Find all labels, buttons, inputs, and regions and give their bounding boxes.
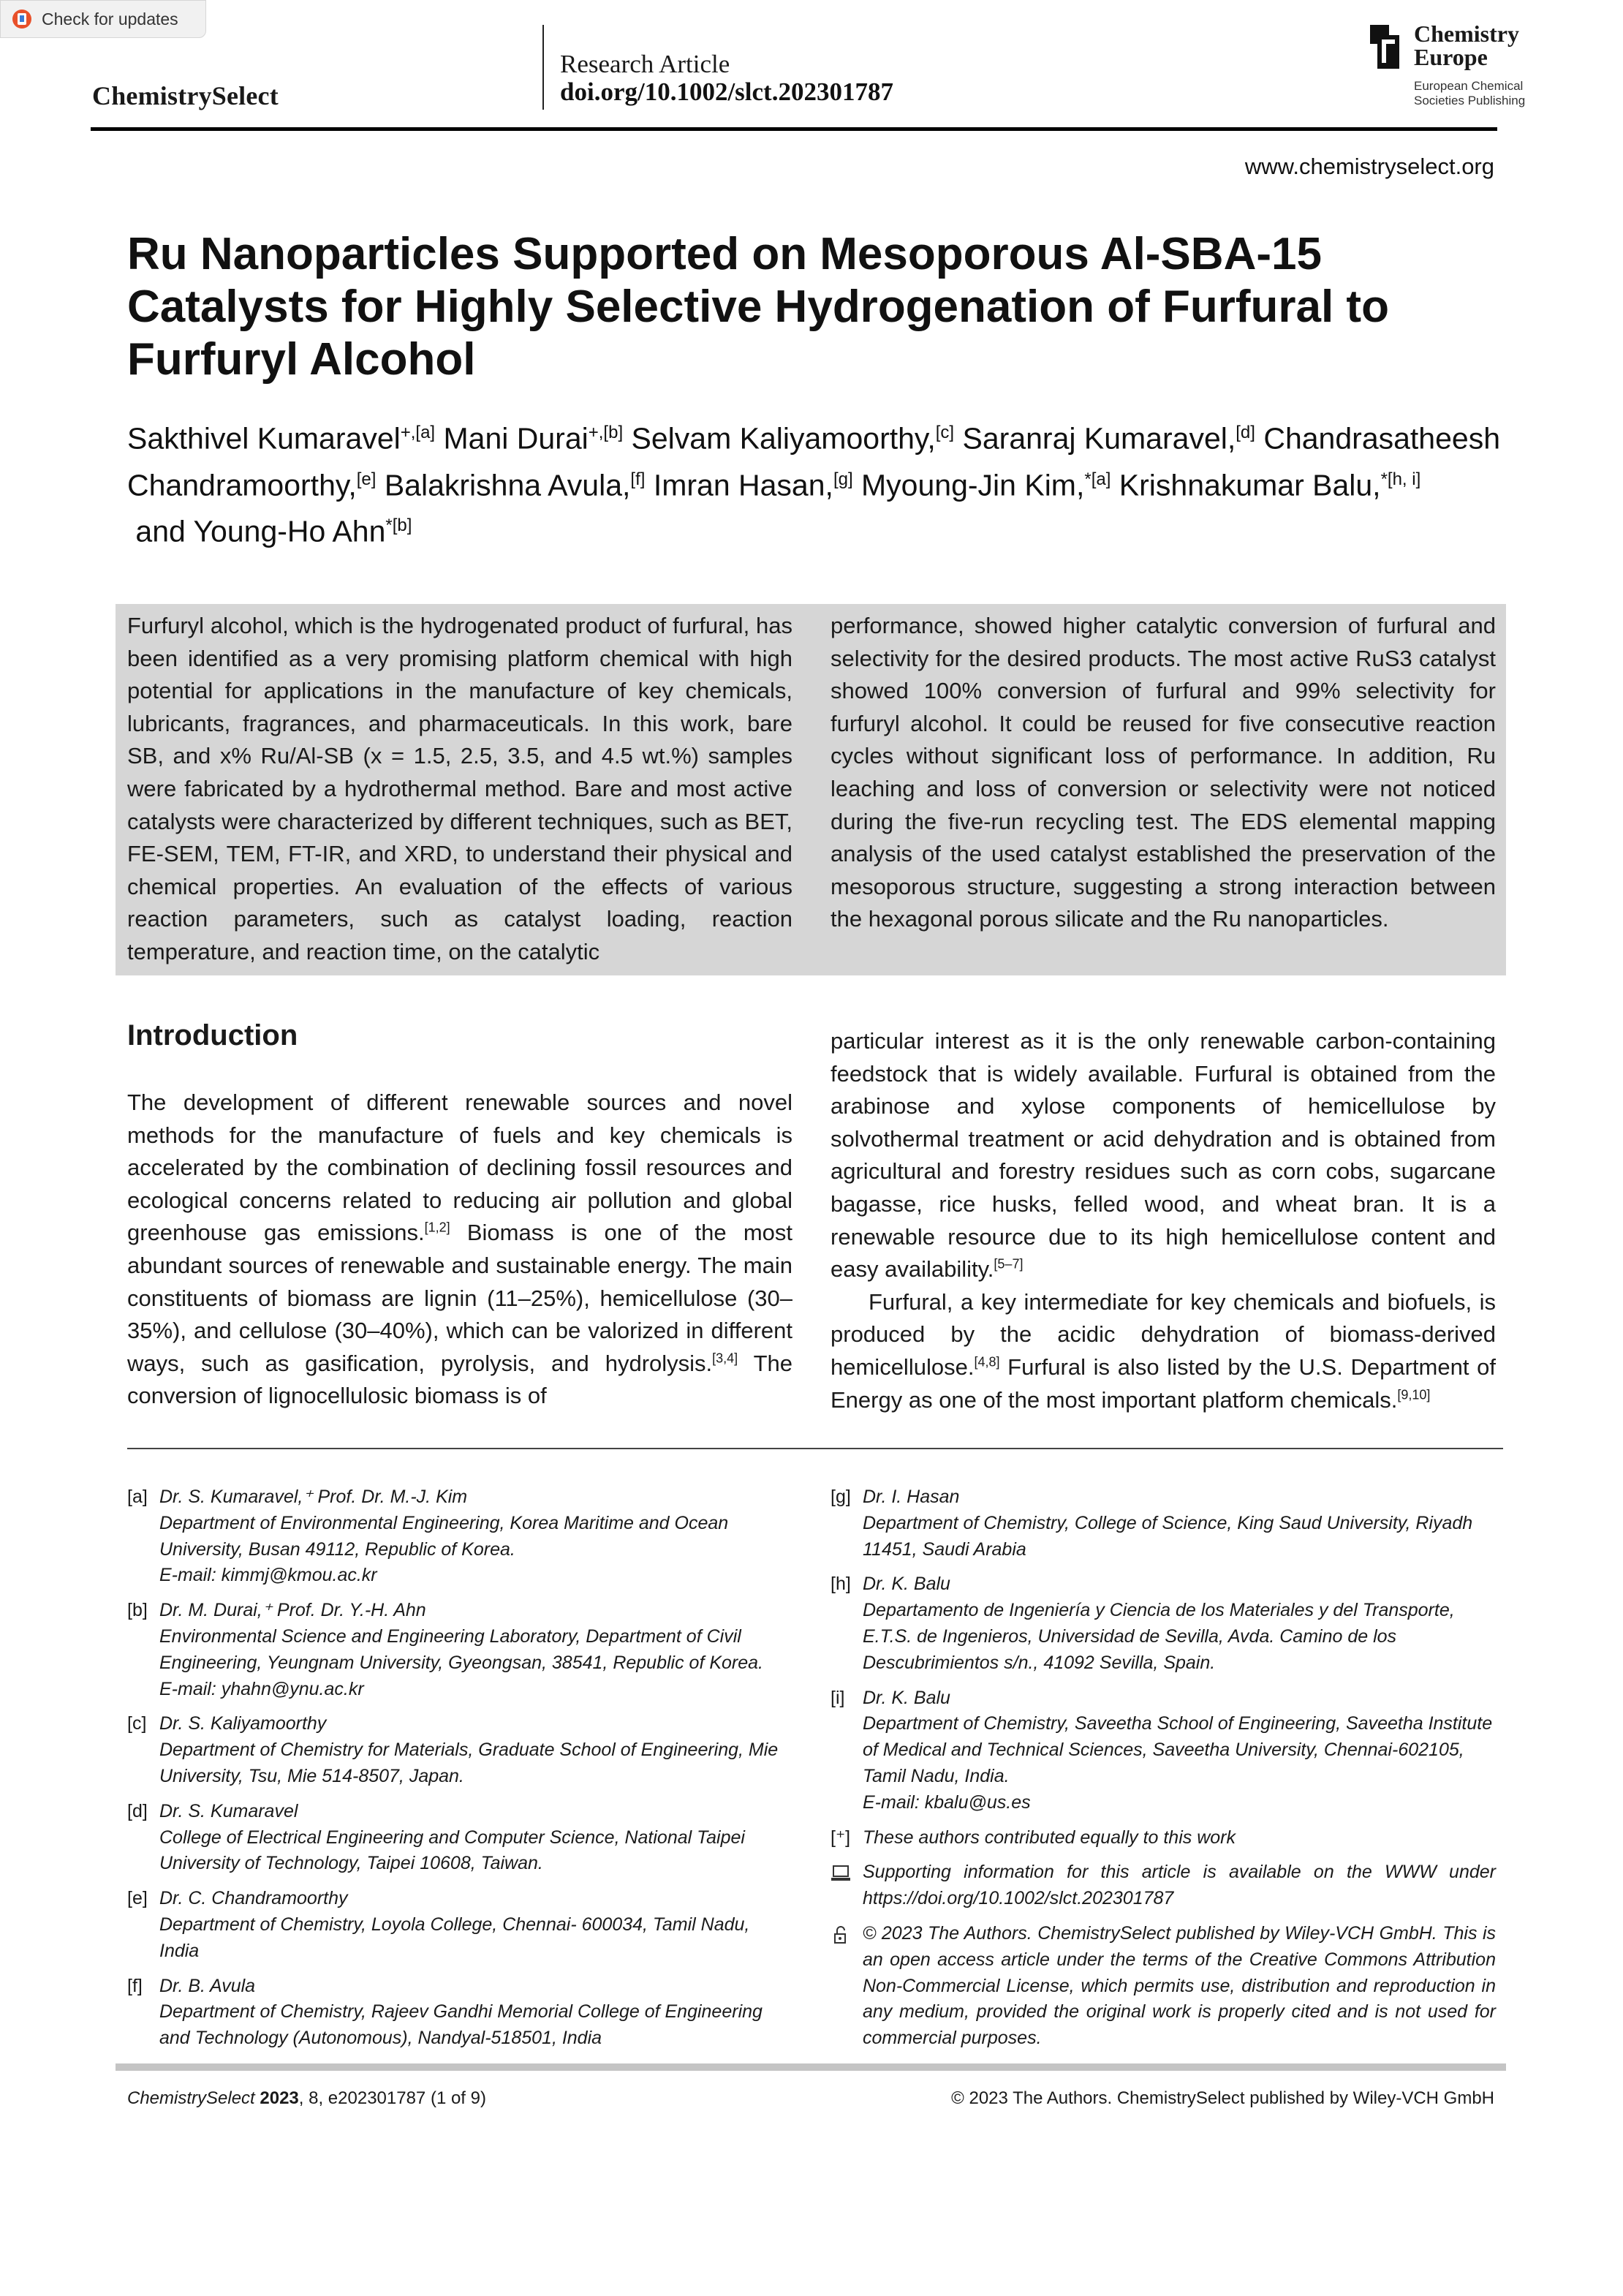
author-name: Saranraj Kumaravel,: [962, 421, 1236, 456]
publisher-subtitle: [1414, 79, 1525, 108]
equal-contribution-tag: [⁺]: [831, 1827, 851, 1848]
author-list: [127, 412, 1516, 552]
journal-website-link[interactable]: www.chemistryselect.org: [1244, 154, 1494, 179]
author-name: Krishnakumar Balu,: [1119, 468, 1381, 502]
affiliation-tag: [f]: [127, 1975, 143, 1996]
affiliation-authors: Dr. S. Kumaravel: [159, 1800, 298, 1821]
abstract-right-column: performance, showed higher catalytic conversion of furfural and selectivity for the desired products. The most active RuS3 catalyst showed 100% conversion of furfural and 99% selectivity for furfuryl alcohol. It could be reused for five consecutive reaction cycles without significant loss of performance. In addition, Ru leaching and loss of conversion or selectivity were not noticed during the five-run recycling test. The EDS elemental mapping analysis of the used catalyst established the preservation of the mesoporous structure, suggesting a strong interaction between the hexagonal porous silicate and the Ru nanoparticles.: [831, 613, 1496, 932]
intro-paragraph-1-cont: particular interest as it is the only renewable carbon-containing feedstock that is widely available. Furfural is obtained from the arabinose and xylose components of hemicellulose by solvothermal treatment or acid dehydration and is obtained from agricultural and forestry residues such as corn cobs, sugarcane bagasse, rice husks, felled wood, and wheat bran. It is a renewable resource due to its high hemicellulose content and easy availability.[5–7]: [831, 1028, 1496, 1283]
affiliation-item: [831, 1685, 1496, 1816]
intro-left-column: [127, 1087, 792, 1413]
author-separator: [1111, 468, 1119, 502]
affiliation-authors: Dr. M. Durai,⁺ Prof. Dr. Y.-H. Ahn: [159, 1600, 426, 1621]
publisher-name-line-2: Europe: [1414, 44, 1488, 70]
author-name: Balakrishna Avula,: [384, 468, 631, 502]
author-separator: [623, 422, 631, 456]
affiliation-authors: Dr. I. Hasan: [863, 1487, 960, 1507]
equal-contribution-text: These authors contributed equally to this work: [863, 1827, 1236, 1848]
author-affiliation-marker: *[a]: [1084, 469, 1111, 489]
author-affiliation-marker: [e]: [356, 469, 377, 489]
citation-ref[interactable]: [1,2]: [424, 1220, 450, 1236]
author-name: Mani Durai: [443, 421, 589, 456]
author-affiliation-marker: +,[a]: [400, 423, 436, 442]
affiliation-item: [831, 1484, 1496, 1563]
affiliation-tag: [b]: [127, 1600, 148, 1621]
affiliation-address: Department of Environmental Engineering, Korea Maritime and Ocean University, Busan 49112, Republic of Korea.: [159, 1512, 729, 1560]
affiliation-authors: Dr. C. Chandramoorthy: [159, 1888, 348, 1909]
intro-right-column: [831, 1025, 1496, 1416]
affiliation-address: College of Electrical Engineering and Computer Science, National Taipei University of Technology, Taipei 10608, Taiwan.: [159, 1827, 745, 1874]
affiliation-authors: Dr. K. Balu: [863, 1574, 950, 1595]
footer-year: 2023: [260, 2088, 299, 2108]
footer-copyright: © 2023 The Authors. ChemistrySelect published by Wiley-VCH GmbH: [951, 2088, 1494, 2108]
affiliation-item: [127, 1711, 785, 1789]
header-divider: [542, 25, 544, 110]
open-access-text: © 2023 The Authors. ChemistrySelect published by Wiley-VCH GmbH. This is an open access article under the terms of the Creative Commons Attribution Non-Commercial License, which permits use, distribution and reproduction in any medium, provided the original work is properly cited and is not used for commercial purposes.: [863, 1922, 1496, 2049]
publisher-sub-line-2: Societies Publishing: [1414, 94, 1526, 107]
author-name: Chandrasatheesh Chandramoorthy,: [127, 421, 1501, 502]
publisher-sub-line-1: European Chemical: [1414, 79, 1524, 93]
affiliation-address: Department of Chemistry, Saveetha School of Engineering, Saveetha Institute of Medical and Technical Sciences, Saveetha University, Chennai-602105, Tamil Nadu, India.: [863, 1713, 1493, 1786]
affiliation-tag: [h]: [831, 1574, 851, 1595]
affiliation-authors: Dr. S. Kumaravel,⁺ Prof. Dr. M.-J. Kim: [159, 1487, 468, 1507]
footer-journal: ChemistrySelect: [127, 2088, 255, 2108]
open-access-lock-icon: [831, 1925, 851, 1944]
author-affiliation-marker: [d]: [1236, 423, 1255, 442]
affiliation-authors: Dr. K. Balu: [863, 1687, 950, 1708]
affiliation-item: [127, 1598, 785, 1702]
affiliations-left: [127, 1484, 785, 2061]
affiliation-item: [127, 1974, 785, 2052]
affiliation-tag: [i]: [831, 1687, 845, 1708]
section-heading-introduction: Introduction: [127, 1019, 298, 1051]
citation-ref[interactable]: [4,8]: [974, 1354, 1000, 1370]
author-name: Imran Hasan,: [653, 468, 833, 502]
abstract-left-column: Furfuryl alcohol, which is the hydrogenated product of furfural, has been identified as a very promising platform chemical with high potential for applications in the manufacture of key chemicals, lubricants, fragrances, and pharmaceuticals. In this work, bare SB, and x% Ru/Al-SB (x = 1.5, 2.5, 3.5, and 4.5 wt.%) samples were fabricated by a hydrothermal method. Bare and most active catalysts were characterized by different techniques, such as BET, FE-SEM, TEM, FT-IR, and XRD, to understand their physical and chemical properties. An evaluation of the effects of various reaction parameters, such as catalyst loading, reaction temperature, and reaction time, on the catalytic: [127, 613, 792, 964]
author-name: Young-Ho Ahn: [193, 514, 386, 548]
author-affiliation-marker: +,[b]: [588, 423, 624, 442]
author-separator: [954, 422, 962, 456]
supporting-info-note: [831, 1859, 1496, 1912]
affiliation-tag: [a]: [127, 1487, 148, 1507]
citation-ref[interactable]: [3,4]: [712, 1351, 738, 1366]
affiliation-address: Department of Chemistry for Materials, Graduate School of Engineering, Mie University, Tsu, Mie 514-8507, Japan.: [159, 1740, 779, 1786]
affiliation-item: [127, 1886, 785, 1964]
laptop-icon: [831, 1864, 851, 1883]
affiliations-right-list: [831, 1484, 1496, 1816]
footer-rule: [116, 2063, 1506, 2071]
affiliation-tag: [c]: [127, 1713, 147, 1734]
check-updates-label: Check for updates: [42, 9, 178, 29]
affiliation-address: Department of Chemistry, Loyola College, Chennai- 600034, Tamil Nadu, India: [159, 1914, 750, 1961]
affiliation-authors: Dr. S. Kaliyamoorthy: [159, 1713, 327, 1734]
affiliation-email[interactable]: E-mail: kbalu@us.es: [863, 1791, 1031, 1813]
affiliation-address: Department of Chemistry, Rajeev Gandhi Memorial College of Engineering and Technology (Autonomous), Nandyal-518501, India: [159, 2001, 763, 2049]
intro-paragraph-1: The development of different renewable sources and novel methods for the manufacture of fuels and key chemicals is accelerated by the combination of declining fossil resources and ecological concerns related to reducing air pollution and global greenhouse gas emissions.[1,2] Biomass is one of the most abundant sources of renewable and sustainable energy. The main constituents of biomass are lignin (11–25%), hemicellulose (30–35%), and cellulose (30–40%), which can be valorized in different ways, such as gasification, pyrolysis, and hydrolysis.[3,4] The conversion of lignocellulosic biomass is of: [127, 1090, 793, 1409]
citation-ref[interactable]: [5–7]: [994, 1256, 1024, 1272]
check-updates-icon: [11, 8, 33, 30]
author-separator: [1255, 422, 1263, 456]
affiliations-right: [831, 1484, 1496, 2061]
affiliation-authors: Dr. B. Avula: [159, 1975, 256, 1996]
affiliation-item: [127, 1484, 785, 1589]
author-affiliation-marker: [c]: [935, 423, 955, 442]
doi-link[interactable]: doi.org/10.1002/slct.202301787: [560, 78, 893, 106]
affiliation-item: [127, 1799, 785, 1877]
article-type: Research Article: [560, 50, 730, 78]
author-name: Selvam Kaliyamoorthy,: [631, 421, 936, 456]
equal-contribution-note: [831, 1825, 1496, 1851]
open-access-note: [831, 1921, 1496, 2052]
affiliation-address: Department of Chemistry, College of Science, King Saud University, Riyadh 11451, Saudi Arabia: [863, 1512, 1473, 1560]
affiliation-email[interactable]: E-mail: kimmj@kmou.ac.kr: [159, 1565, 377, 1586]
author-separator: [853, 468, 861, 502]
author-separator: and: [127, 514, 194, 548]
intro-paragraph-2: Furfural, a key intermediate for key chemicals and biofuels, is produced by the acidic dehydration of biomass-derived hemicellulose.[4,8] Furfural is also listed by the U.S. Department of Energy as one of the most important platform chemicals.[9,10]: [831, 1288, 1496, 1413]
chemistry-europe-logo-icon: [1370, 25, 1407, 69]
check-for-updates-button[interactable]: [0, 0, 206, 38]
affiliation-item: [831, 1571, 1496, 1676]
publisher-name-line-1: Chemistry: [1414, 20, 1519, 47]
author-name: Sakthivel Kumaravel: [127, 421, 401, 456]
affiliation-tag: [e]: [127, 1888, 148, 1909]
affiliation-email[interactable]: E-mail: yhahn@ynu.ac.kr: [159, 1678, 364, 1699]
affiliation-address: Departamento de Ingeniería y Ciencia de los Materiales y del Transporte, E.T.S. de Ingenieros, Universidad de Sevilla, Avda. Camino de los Descubrimientos s/n., 41092 Sevilla, Spain.: [863, 1600, 1455, 1673]
affiliation-address: Environmental Science and Engineering Laboratory, Department of Civil Engineering, Yeungnam University, Gyeongsan, 38541, Republic of Korea.: [159, 1625, 763, 1673]
author-separator: [435, 422, 443, 456]
author-name: Myoung-Jin Kim,: [861, 468, 1085, 502]
supporting-info-text[interactable]: Supporting information for this article is available on the WWW under https://doi.org/10.1002/slct.202301787: [863, 1862, 1496, 1909]
footnote-rule: [127, 1448, 1503, 1449]
author-affiliation-marker: *[b]: [385, 516, 412, 536]
footer-volume-page: , 8, e202301787 (1 of 9): [298, 2088, 486, 2108]
author-affiliation-marker: [g]: [833, 469, 853, 489]
affiliation-tag: [d]: [127, 1800, 148, 1821]
publisher-name: [1414, 22, 1519, 69]
author-affiliation-marker: [f]: [630, 469, 646, 489]
author-separator: [376, 468, 384, 502]
header-rule: [91, 127, 1497, 131]
article-title: Ru Nanoparticles Supported on Mesoporous Al-SBA-15 Catalysts for Highly Selective Hydrogenation of Furfural to Furfuryl Alcohol: [127, 229, 1389, 385]
author-affiliation-marker: *[h, i]: [1380, 469, 1421, 489]
citation-ref[interactable]: [9,10]: [1397, 1387, 1431, 1402]
footer-citation: [127, 2088, 486, 2109]
journal-name: ChemistrySelect: [92, 81, 279, 110]
author-separator: [645, 468, 653, 502]
affiliation-tag: [g]: [831, 1487, 851, 1507]
